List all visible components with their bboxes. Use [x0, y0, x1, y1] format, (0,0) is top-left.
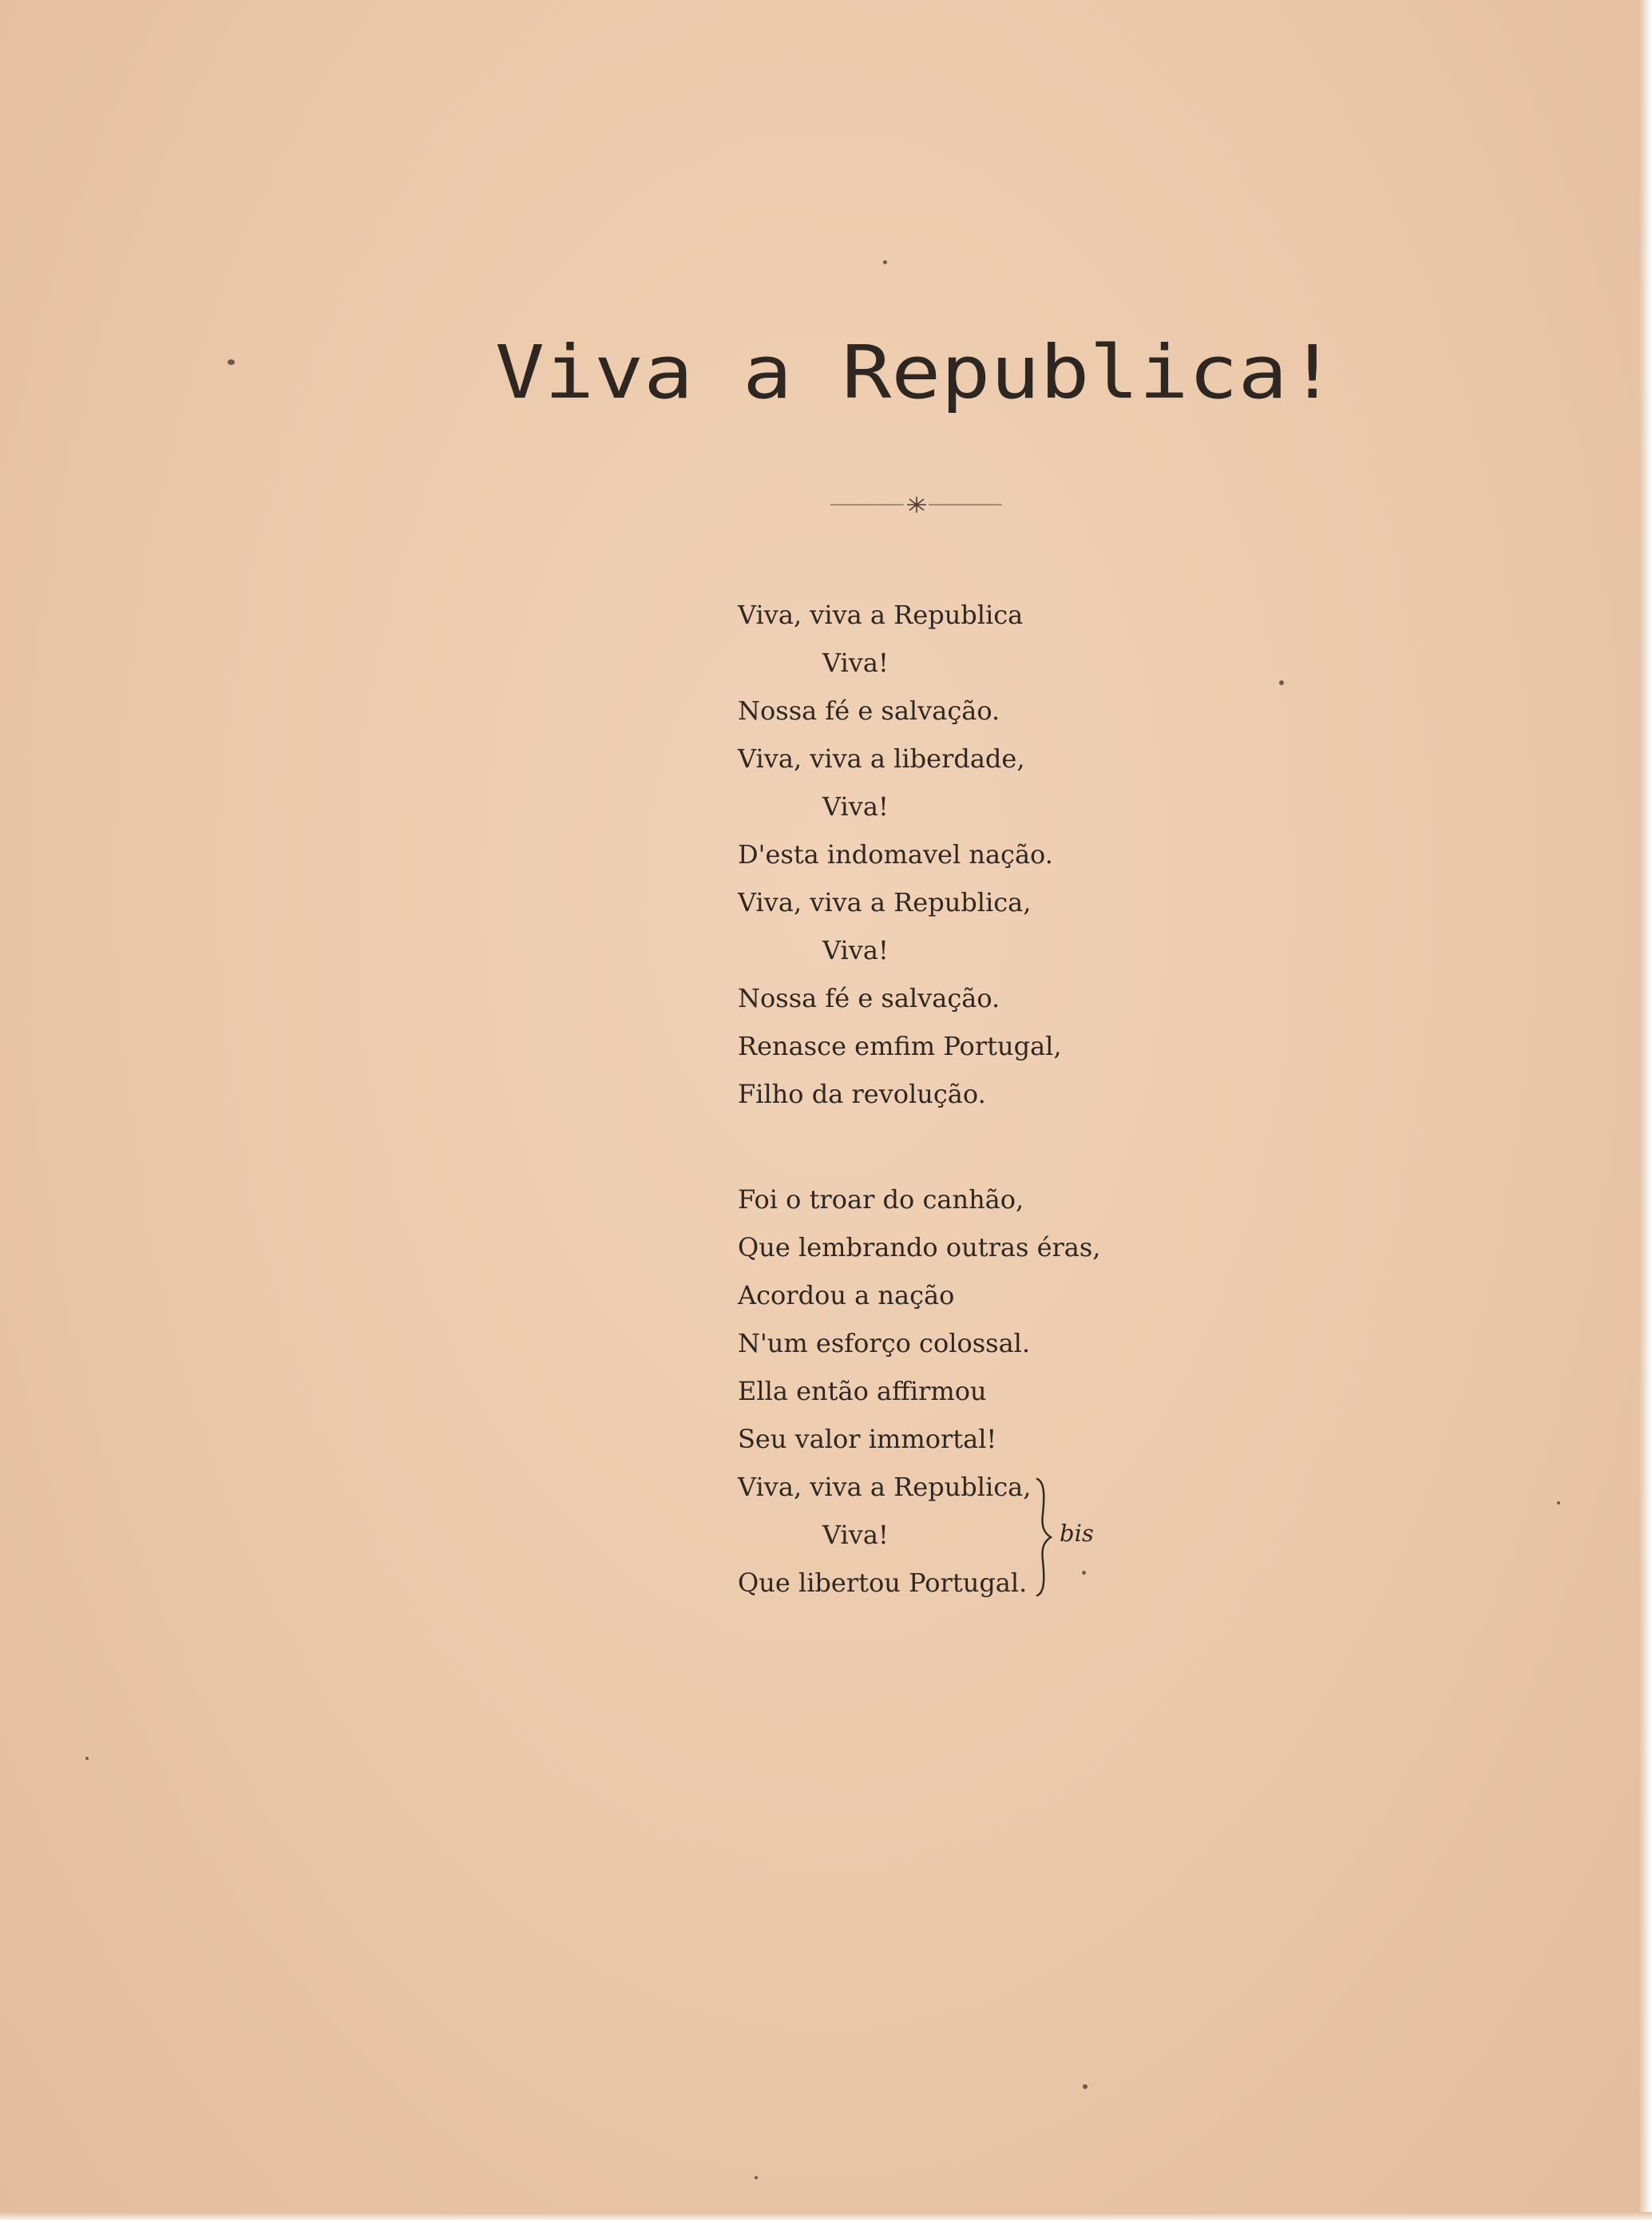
verse-line: Viva, viva a liberdade, — [738, 743, 1025, 774]
paper-speck — [85, 1757, 89, 1760]
verse-line: Que libertou Portugal. — [738, 1568, 1028, 1598]
verse-line: Viva, viva a Republica, — [738, 1472, 1032, 1502]
page-edge — [0, 2212, 1652, 2220]
verse-line-refrain: Viva! — [822, 791, 889, 822]
paper-speck — [228, 359, 235, 365]
verse-line-refrain: Viva! — [822, 648, 889, 678]
verse-line: Acordou a nação — [738, 1280, 955, 1310]
verse-line: D'esta indomavel nação. — [738, 839, 1053, 870]
verse-line: Nossa fé e salvação. — [738, 983, 1000, 1013]
ornament-divider-icon — [830, 489, 1002, 521]
stanza-1 — [738, 591, 1062, 1118]
right-brace-icon — [1035, 1477, 1054, 1597]
paper-speck — [883, 260, 887, 264]
verse-line: Ella então affirmou — [738, 1376, 987, 1406]
page-edge — [1639, 0, 1652, 2220]
verse-line: Seu valor immortal! — [738, 1424, 997, 1454]
verse-line: N'um esforço colossal. — [738, 1328, 1031, 1358]
verse-line: Renasce emfim Portugal, — [738, 1031, 1062, 1061]
paper-speck — [1279, 680, 1284, 685]
verse-line-refrain: Viva! — [822, 935, 889, 965]
paper-speck — [1083, 2084, 1087, 2089]
verse-line: Viva, viva a Republica, — [738, 887, 1032, 918]
verse-line: Foi o troar do canhão, — [738, 1184, 1024, 1215]
paper-speck — [1557, 1501, 1560, 1504]
verse-line: Nossa fé e salvação. — [738, 696, 1000, 726]
paper-speck — [1082, 1571, 1086, 1575]
repeat-mark: bis — [1060, 1520, 1094, 1547]
verse-line: Filho da revolução. — [738, 1079, 986, 1109]
paper-speck — [755, 2176, 758, 2179]
verse-line: Viva, viva a Republica — [738, 600, 1024, 630]
poem-title: Viva a Republica! — [495, 330, 1337, 415]
verse-line-refrain: Viva! — [822, 1520, 889, 1550]
verse-line: Que lembrando outras éras, — [738, 1232, 1101, 1263]
